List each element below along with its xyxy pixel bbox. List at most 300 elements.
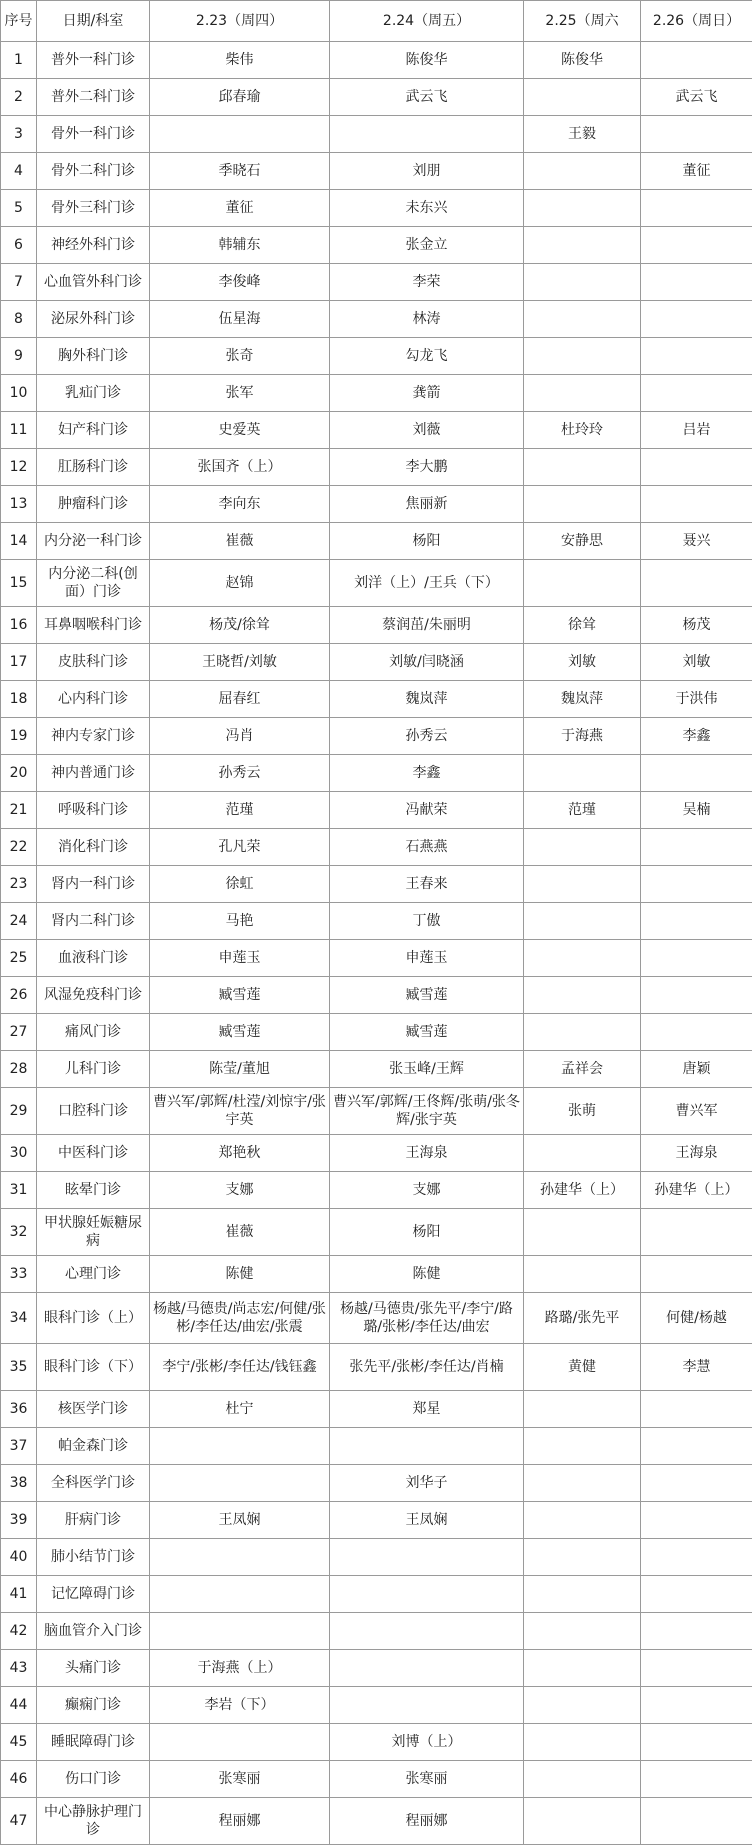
table-row [1,560,752,607]
doctor-2-23-cell: 孙秀云 [150,755,330,792]
doctor-2-25-cell [524,866,641,903]
table-row [1,227,752,264]
table-body [1,42,752,1845]
doctor-2-25-cell [524,338,641,375]
department-cell: 风湿免疫科门诊 [37,977,150,1014]
row-number-cell: 22 [1,829,37,866]
header-date-2: 2.24（周五） [330,1,524,42]
doctor-2-23-cell: 范瑾 [150,792,330,829]
department-cell: 骨外三科门诊 [37,190,150,227]
doctor-2-24-cell: 陈健 [330,1256,524,1293]
doctor-2-25-cell: 魏岚萍 [524,681,641,718]
doctor-2-23-cell: 李俊峰 [150,264,330,301]
doctor-2-23-cell: 程丽娜 [150,1798,330,1845]
row-number-cell: 19 [1,718,37,755]
doctor-2-25-cell [524,1539,641,1576]
row-number-cell: 5 [1,190,37,227]
doctor-2-23-cell: 李向东 [150,486,330,523]
doctor-2-23-cell: 申莲玉 [150,940,330,977]
doctor-2-24-cell [330,1539,524,1576]
doctor-2-25-cell: 杜玲玲 [524,412,641,449]
doctor-2-23-cell: 支娜 [150,1172,330,1209]
doctor-2-23-cell: 张寒丽 [150,1761,330,1798]
row-number-cell: 27 [1,1014,37,1051]
doctor-2-24-cell: 李鑫 [330,755,524,792]
doctor-2-25-cell: 路璐/张先平 [524,1293,641,1344]
doctor-2-23-cell: 董征 [150,190,330,227]
doctor-2-23-cell: 李岩（下） [150,1687,330,1724]
row-number-cell: 28 [1,1051,37,1088]
doctor-2-23-cell: 季晓石 [150,153,330,190]
doctor-2-24-cell: 刘洋（上）/王兵（下） [330,560,524,607]
doctor-2-25-cell: 孟祥会 [524,1051,641,1088]
doctor-2-26-cell: 李鑫 [641,718,752,755]
doctor-2-24-cell [330,1576,524,1613]
doctor-2-23-cell: 屈春红 [150,681,330,718]
doctor-2-26-cell [641,1014,752,1051]
row-number-cell: 29 [1,1088,37,1135]
doctor-2-23-cell: 张军 [150,375,330,412]
row-number-cell: 26 [1,977,37,1014]
department-cell: 耳鼻咽喉科门诊 [37,607,150,644]
doctor-2-26-cell [641,42,752,79]
department-cell: 儿科门诊 [37,1051,150,1088]
table-row [1,1172,752,1209]
doctor-2-23-cell: 张国齐（上） [150,449,330,486]
doctor-2-26-cell [641,1798,752,1845]
doctor-2-23-cell [150,1576,330,1613]
department-cell: 肺小结节门诊 [37,1539,150,1576]
doctor-2-24-cell: 石燕燕 [330,829,524,866]
row-number-cell: 1 [1,42,37,79]
table-row [1,644,752,681]
doctor-2-26-cell [641,190,752,227]
row-number-cell: 44 [1,1687,37,1724]
row-number-cell: 43 [1,1650,37,1687]
department-cell: 帕金森门诊 [37,1428,150,1465]
header-date-1: 2.23（周四） [150,1,330,42]
doctor-2-23-cell: 冯肖 [150,718,330,755]
department-cell: 胸外科门诊 [37,338,150,375]
doctor-2-26-cell: 刘敏 [641,644,752,681]
doctor-2-24-cell: 陈俊华 [330,42,524,79]
doctor-2-26-cell [641,1465,752,1502]
row-number-cell: 31 [1,1172,37,1209]
header-date-4: 2.26（周日） [641,1,752,42]
doctor-2-24-cell: 王海泉 [330,1135,524,1172]
doctor-2-23-cell: 史爱英 [150,412,330,449]
table-row [1,1465,752,1502]
row-number-cell: 6 [1,227,37,264]
doctor-2-25-cell [524,1687,641,1724]
doctor-2-23-cell: 王晓哲/刘敏 [150,644,330,681]
doctor-2-23-cell [150,1539,330,1576]
doctor-2-23-cell: 郑艳秋 [150,1135,330,1172]
doctor-2-26-cell: 唐颖 [641,1051,752,1088]
table-row [1,1209,752,1256]
table-row [1,1798,752,1845]
doctor-2-26-cell: 吴楠 [641,792,752,829]
table-row [1,607,752,644]
row-number-cell: 41 [1,1576,37,1613]
doctor-2-24-cell: 杨越/马德贵/张先平/李宁/路璐/张彬/李任达/曲宏 [330,1293,524,1344]
doctor-2-25-cell [524,1798,641,1845]
table-row [1,1088,752,1135]
row-number-cell: 2 [1,79,37,116]
department-cell: 记忆障碍门诊 [37,1576,150,1613]
doctor-2-24-cell: 曹兴军/郭辉/王佟辉/张萌/张冬辉/张宇英 [330,1088,524,1135]
doctor-2-24-cell: 焦丽新 [330,486,524,523]
department-cell: 骨外一科门诊 [37,116,150,153]
table-row [1,301,752,338]
department-cell: 眼科门诊（上） [37,1293,150,1344]
table-row [1,681,752,718]
doctor-2-25-cell [524,1613,641,1650]
doctor-2-25-cell: 孙建华（上） [524,1172,641,1209]
row-number-cell: 15 [1,560,37,607]
table-row [1,1391,752,1428]
doctor-2-25-cell: 王毅 [524,116,641,153]
table-row [1,755,752,792]
doctor-2-25-cell [524,79,641,116]
doctor-2-24-cell: 支娜 [330,1172,524,1209]
department-cell: 血液科门诊 [37,940,150,977]
table-row [1,1135,752,1172]
table-row [1,718,752,755]
doctor-2-24-cell [330,1428,524,1465]
table-row [1,79,752,116]
doctor-2-23-cell: 邱春瑜 [150,79,330,116]
row-number-cell: 13 [1,486,37,523]
doctor-2-24-cell: 杨阳 [330,1209,524,1256]
doctor-2-24-cell: 蔡润茁/朱丽明 [330,607,524,644]
doctor-2-26-cell [641,116,752,153]
department-cell: 伤口门诊 [37,1761,150,1798]
doctor-2-24-cell: 冯献荣 [330,792,524,829]
doctor-2-24-cell: 李荣 [330,264,524,301]
doctor-2-26-cell [641,1724,752,1761]
doctor-2-23-cell: 孔凡荣 [150,829,330,866]
department-cell: 眩晕门诊 [37,1172,150,1209]
row-number-cell: 35 [1,1344,37,1391]
table-row [1,412,752,449]
table-row [1,903,752,940]
doctor-2-25-cell [524,301,641,338]
doctor-2-25-cell [524,829,641,866]
department-cell: 全科医学门诊 [37,1465,150,1502]
department-cell: 睡眠障碍门诊 [37,1724,150,1761]
table-row [1,42,752,79]
doctor-2-24-cell: 张金立 [330,227,524,264]
department-cell: 痛风门诊 [37,1014,150,1051]
row-number-cell: 16 [1,607,37,644]
doctor-2-26-cell: 杨茂 [641,607,752,644]
row-number-cell: 36 [1,1391,37,1428]
doctor-2-26-cell [641,449,752,486]
doctor-2-26-cell: 董征 [641,153,752,190]
doctor-2-24-cell: 魏岚萍 [330,681,524,718]
doctor-2-25-cell [524,153,641,190]
doctor-2-25-cell [524,1761,641,1798]
doctor-2-24-cell: 刘朋 [330,153,524,190]
doctor-2-24-cell [330,1687,524,1724]
doctor-2-23-cell: 王凤娴 [150,1502,330,1539]
row-number-cell: 11 [1,412,37,449]
doctor-2-25-cell [524,375,641,412]
doctor-2-25-cell [524,1209,641,1256]
doctor-2-25-cell: 徐耸 [524,607,641,644]
doctor-2-24-cell: 刘敏/闫晓涵 [330,644,524,681]
row-number-cell: 21 [1,792,37,829]
doctor-2-25-cell [524,264,641,301]
doctor-2-25-cell [524,1650,641,1687]
table-row [1,1502,752,1539]
row-number-cell: 23 [1,866,37,903]
row-number-cell: 33 [1,1256,37,1293]
doctor-2-26-cell [641,1761,752,1798]
table-row [1,375,752,412]
department-cell: 普外一科门诊 [37,42,150,79]
doctor-2-23-cell: 崔薇 [150,523,330,560]
doctor-2-26-cell [641,1209,752,1256]
doctor-2-26-cell [641,1391,752,1428]
doctor-2-24-cell [330,1613,524,1650]
doctor-2-25-cell [524,1724,641,1761]
doctor-2-26-cell: 武云飞 [641,79,752,116]
doctor-2-25-cell [524,449,641,486]
row-number-cell: 24 [1,903,37,940]
doctor-2-23-cell: 曹兴军/郭辉/杜滢/刘惊宇/张宇英 [150,1088,330,1135]
doctor-2-24-cell: 武云飞 [330,79,524,116]
department-cell: 口腔科门诊 [37,1088,150,1135]
table-row [1,1761,752,1798]
doctor-2-26-cell [641,903,752,940]
doctor-2-26-cell: 孙建华（上） [641,1172,752,1209]
doctor-2-26-cell: 聂兴 [641,523,752,560]
row-number-cell: 8 [1,301,37,338]
doctor-2-23-cell: 杜宁 [150,1391,330,1428]
department-cell: 内分泌二科(创面）门诊 [37,560,150,607]
department-cell: 肾内一科门诊 [37,866,150,903]
row-number-cell: 25 [1,940,37,977]
doctor-2-24-cell: 丁傲 [330,903,524,940]
department-cell: 眼科门诊（下） [37,1344,150,1391]
doctor-2-23-cell: 韩辅东 [150,227,330,264]
department-cell: 皮肤科门诊 [37,644,150,681]
doctor-2-24-cell [330,1650,524,1687]
doctor-2-26-cell: 何健/杨越 [641,1293,752,1344]
table-row [1,940,752,977]
department-cell: 肝病门诊 [37,1502,150,1539]
table-row [1,866,752,903]
doctor-2-23-cell: 臧雪莲 [150,977,330,1014]
doctor-2-26-cell [641,1539,752,1576]
table-row [1,829,752,866]
department-cell: 泌尿外科门诊 [37,301,150,338]
table-row [1,153,752,190]
doctor-2-25-cell: 黄健 [524,1344,641,1391]
doctor-2-25-cell [524,190,641,227]
header-dept: 日期/科室 [37,1,150,42]
table-row [1,523,752,560]
doctor-2-24-cell: 孙秀云 [330,718,524,755]
table-row [1,486,752,523]
department-cell: 神经外科门诊 [37,227,150,264]
doctor-2-26-cell [641,829,752,866]
table-row [1,264,752,301]
department-cell: 脑血管介入门诊 [37,1613,150,1650]
doctor-2-26-cell [641,977,752,1014]
table-row [1,338,752,375]
department-cell: 肛肠科门诊 [37,449,150,486]
doctor-2-25-cell [524,1502,641,1539]
department-cell: 心血管外科门诊 [37,264,150,301]
doctor-2-23-cell: 徐虹 [150,866,330,903]
doctor-2-24-cell: 张先平/张彬/李任达/肖楠 [330,1344,524,1391]
doctor-2-26-cell [641,1650,752,1687]
row-number-cell: 20 [1,755,37,792]
doctor-2-24-cell: 臧雪莲 [330,977,524,1014]
doctor-2-23-cell: 张奇 [150,338,330,375]
doctor-2-25-cell [524,1135,641,1172]
doctor-2-23-cell [150,1613,330,1650]
doctor-2-24-cell: 杨阳 [330,523,524,560]
doctor-2-23-cell: 于海燕（上） [150,1650,330,1687]
doctor-2-25-cell [524,227,641,264]
department-cell: 肿瘤科门诊 [37,486,150,523]
doctor-2-26-cell [641,755,752,792]
doctor-2-26-cell [641,375,752,412]
doctor-2-24-cell: 王凤娴 [330,1502,524,1539]
doctor-2-25-cell: 安静思 [524,523,641,560]
table-row [1,977,752,1014]
doctor-2-23-cell: 臧雪莲 [150,1014,330,1051]
department-cell: 中心静脉护理门诊 [37,1798,150,1845]
doctor-2-24-cell: 张玉峰/王辉 [330,1051,524,1088]
doctor-2-25-cell: 陈俊华 [524,42,641,79]
doctor-2-25-cell [524,486,641,523]
doctor-2-26-cell [641,866,752,903]
doctor-2-25-cell [524,903,641,940]
department-cell: 普外二科门诊 [37,79,150,116]
doctor-2-23-cell [150,116,330,153]
doctor-2-26-cell [641,1687,752,1724]
doctor-2-24-cell: 申莲玉 [330,940,524,977]
table-row [1,1051,752,1088]
doctor-2-23-cell [150,1428,330,1465]
row-number-cell: 3 [1,116,37,153]
row-number-cell: 46 [1,1761,37,1798]
table-row [1,1256,752,1293]
row-number-cell: 32 [1,1209,37,1256]
doctor-2-25-cell: 张萌 [524,1088,641,1135]
doctor-2-23-cell: 柴伟 [150,42,330,79]
table-row [1,1613,752,1650]
doctor-2-26-cell: 李慧 [641,1344,752,1391]
doctor-2-23-cell [150,1724,330,1761]
table-row [1,449,752,486]
doctor-2-26-cell [641,1613,752,1650]
row-number-cell: 30 [1,1135,37,1172]
row-number-cell: 14 [1,523,37,560]
department-cell: 妇产科门诊 [37,412,150,449]
department-cell: 心内科门诊 [37,681,150,718]
table-row [1,1428,752,1465]
department-cell: 呼吸科门诊 [37,792,150,829]
department-cell: 神内普通门诊 [37,755,150,792]
doctor-2-26-cell [641,560,752,607]
department-cell: 甲状腺妊娠糖尿病 [37,1209,150,1256]
department-cell: 内分泌一科门诊 [37,523,150,560]
doctor-2-26-cell: 吕岩 [641,412,752,449]
doctor-2-26-cell: 曹兴军 [641,1088,752,1135]
table-row [1,1344,752,1391]
department-cell: 癫痫门诊 [37,1687,150,1724]
doctor-2-23-cell: 崔薇 [150,1209,330,1256]
doctor-2-26-cell [641,264,752,301]
doctor-2-26-cell: 于洪伟 [641,681,752,718]
doctor-2-23-cell: 赵锦 [150,560,330,607]
doctor-2-23-cell: 陈莹/董旭 [150,1051,330,1088]
doctor-2-23-cell: 伍星海 [150,301,330,338]
doctor-2-25-cell: 刘敏 [524,644,641,681]
doctor-2-24-cell: 刘华子 [330,1465,524,1502]
header-row [1,1,752,42]
doctor-2-25-cell [524,1391,641,1428]
row-number-cell: 4 [1,153,37,190]
table-header [1,1,752,42]
row-number-cell: 38 [1,1465,37,1502]
doctor-2-26-cell [641,1428,752,1465]
doctor-2-23-cell: 杨茂/徐耸 [150,607,330,644]
doctor-2-24-cell: 刘薇 [330,412,524,449]
table-row [1,1539,752,1576]
doctor-2-24-cell: 未东兴 [330,190,524,227]
doctor-2-24-cell: 王春来 [330,866,524,903]
department-cell: 头痛门诊 [37,1650,150,1687]
row-number-cell: 12 [1,449,37,486]
doctor-2-25-cell [524,1014,641,1051]
row-number-cell: 40 [1,1539,37,1576]
table-row [1,1293,752,1344]
doctor-2-25-cell [524,1465,641,1502]
doctor-2-26-cell: 王海泉 [641,1135,752,1172]
doctor-2-24-cell: 勾龙飞 [330,338,524,375]
doctor-2-23-cell [150,1465,330,1502]
doctor-2-23-cell: 李宁/张彬/李任达/钱钰鑫 [150,1344,330,1391]
row-number-cell: 42 [1,1613,37,1650]
row-number-cell: 39 [1,1502,37,1539]
department-cell: 肾内二科门诊 [37,903,150,940]
row-number-cell: 37 [1,1428,37,1465]
row-number-cell: 18 [1,681,37,718]
department-cell: 神内专家门诊 [37,718,150,755]
doctor-2-26-cell [641,486,752,523]
doctor-2-25-cell [524,977,641,1014]
doctor-2-23-cell: 杨越/马德贵/尚志宏/何健/张彬/李任达/曲宏/张震 [150,1293,330,1344]
row-number-cell: 17 [1,644,37,681]
doctor-2-25-cell [524,1428,641,1465]
department-cell: 中医科门诊 [37,1135,150,1172]
doctor-2-25-cell: 于海燕 [524,718,641,755]
department-cell: 消化科门诊 [37,829,150,866]
doctor-2-25-cell: 范瑾 [524,792,641,829]
doctor-2-23-cell: 马艳 [150,903,330,940]
doctor-2-25-cell [524,940,641,977]
table-row [1,1576,752,1613]
table-row [1,190,752,227]
row-number-cell: 10 [1,375,37,412]
